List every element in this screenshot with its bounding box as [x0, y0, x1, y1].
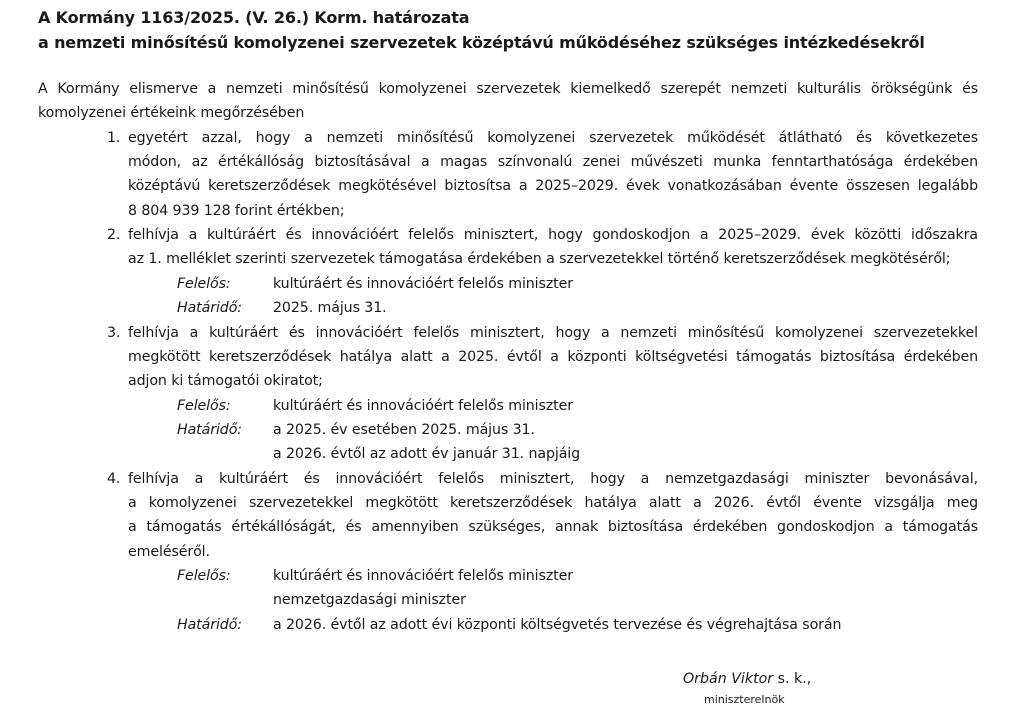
item-number: 3.: [107, 325, 121, 341]
item-number: 2.: [107, 227, 121, 243]
item-line: adjon ki támogatói okiratot;: [128, 373, 323, 389]
item-line: a komolyzenei szervezetekkel megkötött keretszerződések hatálya alatt a 2026. évtől évente vizsgálja meg: [128, 495, 978, 511]
resolution-title: A Kormány 1163/2025. (V. 26.) Korm. határozata: [38, 8, 470, 27]
item-line: az 1. melléklet szerinti szervezetek támogatása érdekében a szervezetekkel történő keretszerződések megkötéséről;: [128, 251, 951, 267]
resolution-subtitle: a nemzeti minősítésű komolyzenei szervezetek középtávú működéséhez szükséges intézkedésekről: [38, 33, 925, 52]
deadline-value: 2025. május 31.: [273, 300, 387, 316]
responsible-value: nemzetgazdasági miniszter: [273, 592, 466, 608]
deadline-value: a 2026. évtől az adott év január 31. napjáig: [273, 446, 581, 462]
item-line: egyetért azzal, hogy a nemzeti minősítésű komolyzenei szervezetek működését átlátható és következetes: [128, 130, 978, 146]
responsible-label: Felelős:: [177, 398, 231, 414]
deadline-label: Határidő:: [177, 617, 242, 633]
responsible-value: kultúráért és innovációért felelős miniszter: [273, 398, 573, 414]
signatory-title: miniszterelnök: [704, 693, 785, 706]
deadline-label: Határidő:: [177, 422, 242, 438]
deadline-value: a 2026. évtől az adott évi központi költségvetés tervezése és végrehajtása során: [273, 617, 842, 633]
item-number: 1.: [107, 130, 121, 146]
signature-suffix: s. k.,: [773, 671, 812, 687]
item-number: 4.: [107, 471, 121, 487]
item-line: emeléséről.: [128, 544, 210, 560]
item-line: felhívja a kultúráért és innovációért felelős minisztert, hogy a nemzetgazdasági miniszter bevonásával,: [128, 471, 978, 487]
responsible-label: Felelős:: [177, 276, 231, 292]
item-line: felhívja a kultúráért és innovációért felelős minisztert, hogy gondoskodjon a 2025–2029. évek közötti időszakra: [128, 227, 978, 243]
item-line: 8 804 939 128 forint értékben;: [128, 203, 345, 219]
signature: [683, 671, 811, 687]
responsible-label: Felelős:: [177, 568, 231, 584]
item-line: középtávú keretszerződések megkötésével biztosítsa a 2025–2029. évek vonatkozásában évente összesen legalább: [128, 178, 978, 194]
signatory-name: Orbán Viktor: [683, 671, 774, 687]
responsible-value: kultúráért és innovációért felelős miniszter: [273, 568, 573, 584]
deadline-label: Határidő:: [177, 300, 242, 316]
intro-line: A Kormány elismerve a nemzeti minősítésű komolyzenei szervezetek kiemelkedő szerepét nemzeti kulturális örökségünk és: [38, 81, 978, 97]
item-line: módon, az értékállóság biztosításával a magas színvonalú zenei művészeti munka fenntarthatósága érdekében: [128, 154, 978, 170]
responsible-value: kultúráért és innovációért felelős miniszter: [273, 276, 573, 292]
deadline-value: a 2025. év esetében 2025. május 31.: [273, 422, 535, 438]
intro-line: komolyzenei értékeink megőrzésében: [38, 105, 305, 121]
item-line: felhívja a kultúráért és innovációért felelős minisztert, hogy a nemzeti minősítésű komolyzenei szervezetekkel: [128, 325, 978, 341]
item-line: a támogatás értékállóságát, és amennyiben szükséges, annak biztosítása érdekében gondoskodjon a támogatás: [128, 519, 978, 535]
item-line: megkötött keretszerződések hatálya alatt a 2025. évtől a központi költségvetési támogatás biztosítása érdekében: [128, 349, 978, 365]
